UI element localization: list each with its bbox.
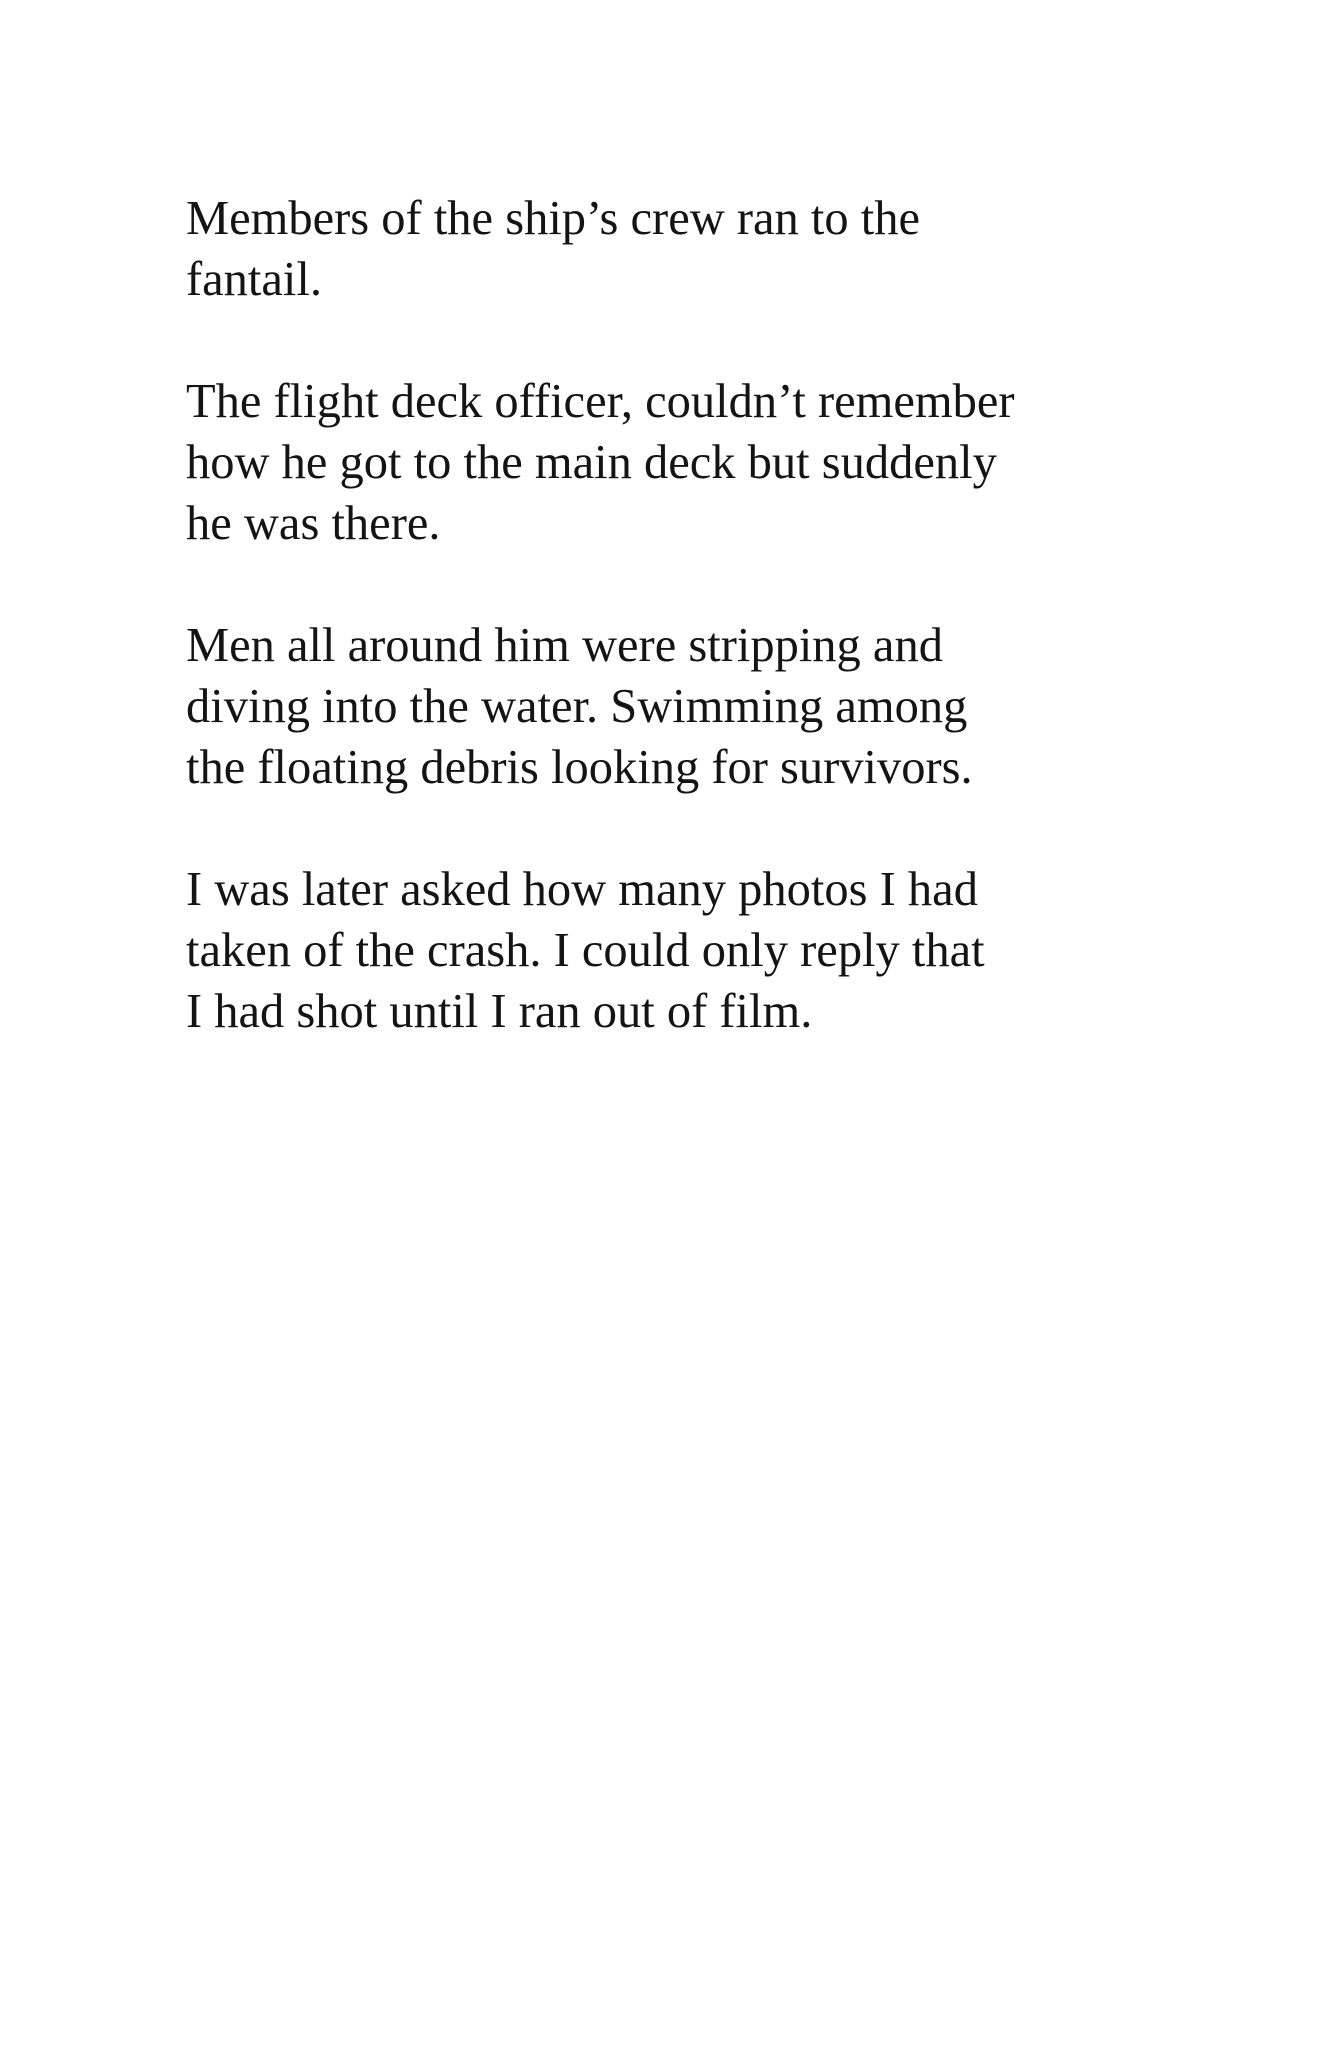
text-line: he was there. (186, 497, 441, 550)
body-text (186, 188, 1186, 1103)
text-line: Members of the ship’s crew ran to the (186, 192, 921, 245)
paragraph-3 (186, 615, 1186, 798)
text-line: Men all around him were stripping and (186, 619, 943, 672)
paragraph-1 (186, 188, 1186, 310)
paragraph-4 (186, 859, 1186, 1042)
text-line: I was later asked how many photos I had (186, 863, 978, 916)
text-line: fantail. (186, 253, 323, 306)
text-line: taken of the crash. I could only reply that (186, 924, 985, 977)
text-line: the floating debris looking for survivors. (186, 741, 973, 794)
paragraph-2 (186, 371, 1186, 554)
text-line: how he got to the main deck but suddenly (186, 436, 997, 489)
text-line: The flight deck officer, couldn’t remember (186, 375, 1015, 428)
text-line: diving into the water. Swimming among (186, 680, 968, 733)
text-line: I had shot until I ran out of film. (186, 985, 813, 1038)
